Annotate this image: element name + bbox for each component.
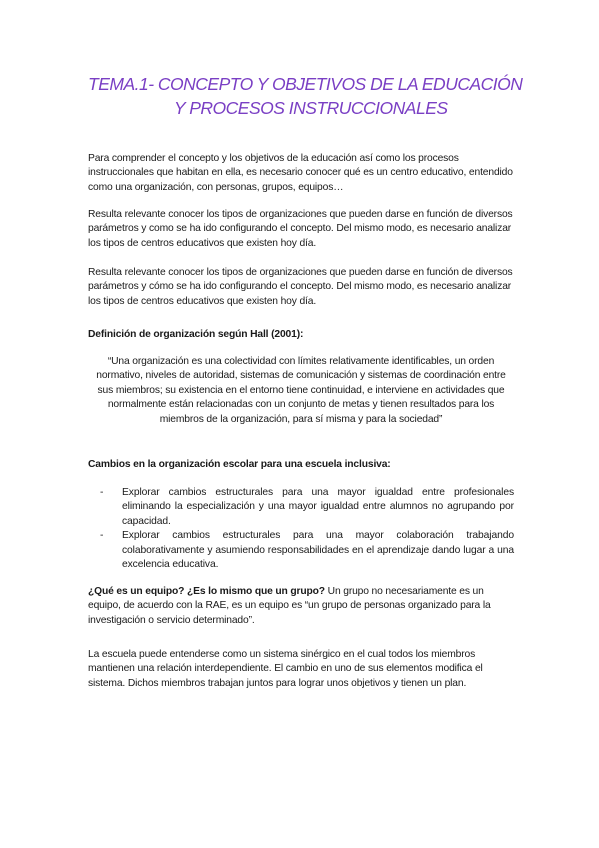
equipo-paragraph <box>88 585 514 628</box>
tipos-paragraph-2: Resulta relevante conocer los tipos de organizaciones que pueden darse en función de diversos parámetros y cómo se ha ido configurando el concepto. Del mismo modo, es necesario analizar los tipos de centros educativos que existen hoy día. <box>88 267 513 307</box>
escuela-paragraph: La escuela puede entenderse como un sistema sinérgico en el cual todos los miembros mantienen una relación interdependiente. El cambio en uno de sus elementos modifica el sistema. Dichos miembros trabajan juntos para lograr unos objetivos y tienen un plan. <box>88 649 483 689</box>
definicion-quote: “Una organización es una colectividad con límites relativamente identificables, un orden normativo, niveles de autoridad, sistemas de comunicación y sistemas de coordinación entre sus miembros; su existencia en el entorno tiene continuidad, e interviene en actividades que normalmente están relacionadas con un conjunto de metas y tienen resultados para los miembros de la organización, para sí misma y para la sociedad” <box>96 356 506 425</box>
intro-paragraph: Para comprender el concepto y los objetivos de la educación así como los procesos instruccionales que habitan en ella, es necesario conocer qué es un centro educativo, entendido como una organización, con personas, grupos, equipos… <box>88 153 513 193</box>
equipo-question: ¿Qué es un equipo? ¿Es lo mismo que un grupo? <box>88 586 325 597</box>
cambios-list <box>100 486 514 572</box>
definicion-heading: Definición de organización según Hall (2001): <box>88 329 304 340</box>
title-line-2: Y PROCESOS INSTRUCCIONALES <box>174 98 448 118</box>
tipos-paragraph-1: Resulta relevante conocer los tipos de organizaciones que pueden darse en función de diversos parámetros y como se ha ido configurando el concepto. Del mismo modo, es necesario analizar los tipos de centros educativos que existen hoy día. <box>88 209 513 249</box>
cambios-heading: Cambios en la organización escolar para una escuela inclusiva: <box>88 459 391 470</box>
bullet-dash: - <box>100 530 104 542</box>
title-line-1: TEMA.1- CONCEPTO Y OBJETIVOS DE LA EDUCACIÓN <box>88 74 523 94</box>
list-item-text: Explorar cambios estructurales para una mayor igualdad entre profesionales eliminando la especialización y una mayor igualdad entre alumnos no agrupando por capacidad. <box>122 487 514 527</box>
page-title <box>88 72 528 120</box>
bullet-dash: - <box>100 487 104 498</box>
list-item <box>100 486 514 529</box>
equipo-answer: Un grupo no necesariamente es un equipo, de acuerdo con la RAE, es un equipo es “un grupo de personas organizado para la investigación o servicio determinado”. <box>88 586 491 626</box>
list-item-text: Explorar cambios estructurales para una mayor colaboración trabajando colaborativamente y asumiendo responsabilidades en el aprendizaje dando lugar a una excelencia educativa. <box>122 530 514 571</box>
list-item <box>100 529 514 572</box>
